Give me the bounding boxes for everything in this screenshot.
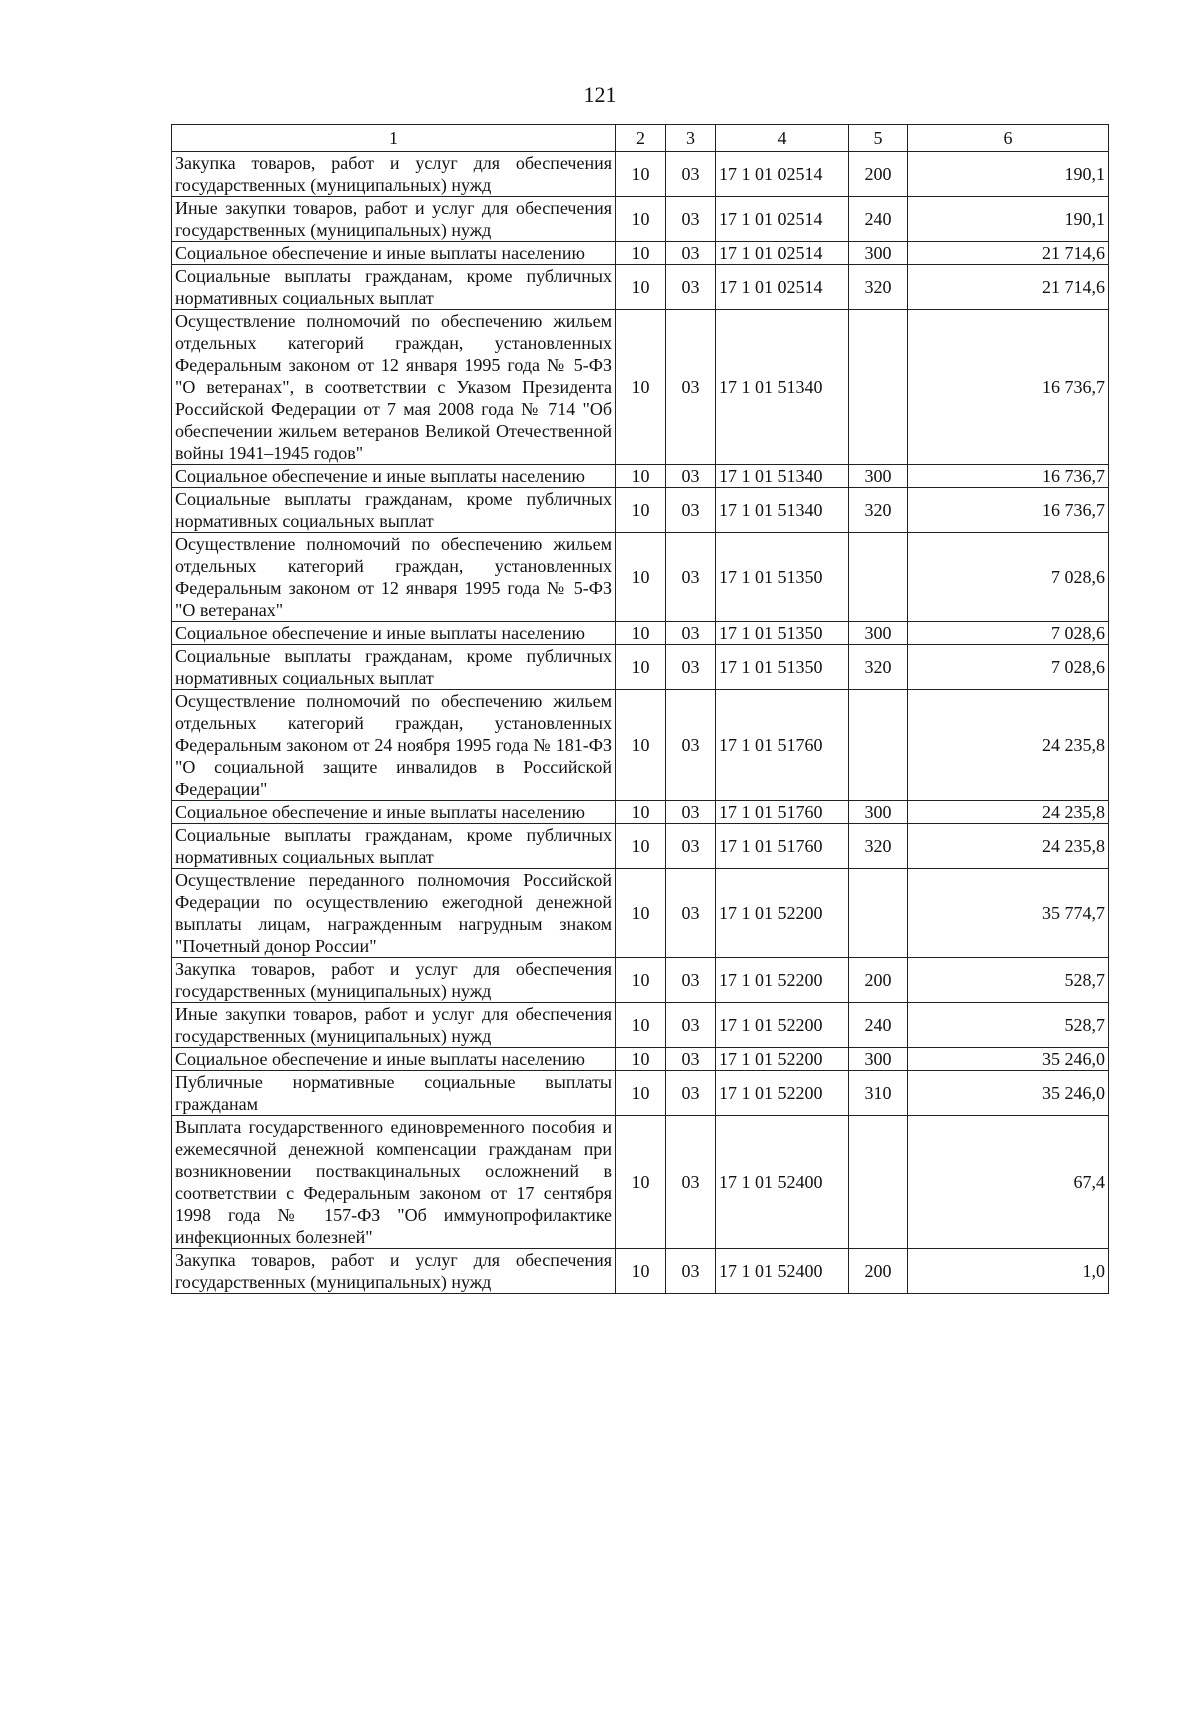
- cell-name: Социальные выплаты гражданам, кроме публичных нормативных социальных выплат: [172, 645, 616, 690]
- cell-amount: 7 028,6: [908, 533, 1109, 622]
- cell-target-article: 17 1 01 51760: [716, 690, 849, 801]
- cell-amount: 16 736,7: [908, 465, 1109, 488]
- header-col-6: 6: [908, 125, 1109, 152]
- cell-section: 10: [616, 690, 666, 801]
- cell-section: 10: [616, 533, 666, 622]
- table-row: [172, 488, 1109, 533]
- table-row: [172, 533, 1109, 622]
- cell-subsection: 03: [666, 152, 716, 197]
- table-row: [172, 310, 1109, 465]
- cell-expense-type: 200: [849, 958, 908, 1003]
- header-col-2: 2: [616, 125, 666, 152]
- cell-name: Закупка товаров, работ и услуг для обеспечения государственных (муниципальных) нужд: [172, 958, 616, 1003]
- table-row: [172, 1116, 1109, 1249]
- cell-subsection: 03: [666, 1003, 716, 1048]
- cell-expense-type: [849, 1116, 908, 1249]
- cell-amount: 528,7: [908, 1003, 1109, 1048]
- cell-subsection: 03: [666, 533, 716, 622]
- table-row: [172, 242, 1109, 265]
- cell-amount: 35 774,7: [908, 869, 1109, 958]
- cell-section: 10: [616, 1249, 666, 1294]
- cell-target-article: 17 1 01 51760: [716, 824, 849, 869]
- cell-amount: 16 736,7: [908, 310, 1109, 465]
- cell-name: Закупка товаров, работ и услуг для обеспечения государственных (муниципальных) нужд: [172, 1249, 616, 1294]
- cell-subsection: 03: [666, 1048, 716, 1071]
- cell-section: 10: [616, 265, 666, 310]
- cell-section: 10: [616, 958, 666, 1003]
- cell-target-article: 17 1 01 51760: [716, 801, 849, 824]
- cell-amount: 35 246,0: [908, 1071, 1109, 1116]
- table-row: [172, 265, 1109, 310]
- cell-name: Выплата государственного единовременного пособия и ежемесячной денежной компенсации гражданам при возникновении поствакцинальных осложнений в соответствии с Федеральным законом от 17 сентября 1998 года № 157-ФЗ "Об иммунопрофилактике инфекционных болезней": [172, 1116, 616, 1249]
- table-row: [172, 152, 1109, 197]
- cell-target-article: 17 1 01 02514: [716, 197, 849, 242]
- cell-section: 10: [616, 465, 666, 488]
- cell-target-article: 17 1 01 51340: [716, 465, 849, 488]
- table-row: [172, 1071, 1109, 1116]
- cell-name: Социальные выплаты гражданам, кроме публичных нормативных социальных выплат: [172, 265, 616, 310]
- cell-name: Социальное обеспечение и иные выплаты населению: [172, 242, 616, 265]
- cell-name: Социальные выплаты гражданам, кроме публичных нормативных социальных выплат: [172, 824, 616, 869]
- cell-section: 10: [616, 801, 666, 824]
- cell-expense-type: 300: [849, 465, 908, 488]
- cell-target-article: 17 1 01 02514: [716, 242, 849, 265]
- cell-target-article: 17 1 01 51350: [716, 645, 849, 690]
- cell-expense-type: 300: [849, 801, 908, 824]
- table-row: [172, 197, 1109, 242]
- table-row: [172, 465, 1109, 488]
- cell-subsection: 03: [666, 690, 716, 801]
- cell-section: 10: [616, 1003, 666, 1048]
- cell-section: 10: [616, 622, 666, 645]
- cell-expense-type: 200: [849, 152, 908, 197]
- cell-section: 10: [616, 869, 666, 958]
- cell-name: Социальное обеспечение и иные выплаты населению: [172, 801, 616, 824]
- cell-section: 10: [616, 824, 666, 869]
- cell-expense-type: [849, 310, 908, 465]
- table-row: [172, 801, 1109, 824]
- cell-target-article: 17 1 01 52200: [716, 869, 849, 958]
- cell-amount: 21 714,6: [908, 242, 1109, 265]
- cell-expense-type: [849, 869, 908, 958]
- cell-section: 10: [616, 1048, 666, 1071]
- cell-name: Осуществление полномочий по обеспечению жильем отдельных категорий граждан, установленных Федеральным законом от 12 января 1995 года № 5-ФЗ "О ветеранах": [172, 533, 616, 622]
- cell-subsection: 03: [666, 801, 716, 824]
- cell-target-article: 17 1 01 02514: [716, 152, 849, 197]
- cell-target-article: 17 1 01 52400: [716, 1116, 849, 1249]
- cell-name: Осуществление переданного полномочия Российской Федерации по осуществлению ежегодной денежной выплаты лицам, награжденным нагрудным знаком "Почетный донор России": [172, 869, 616, 958]
- cell-target-article: 17 1 01 51340: [716, 310, 849, 465]
- cell-target-article: 17 1 01 52200: [716, 1071, 849, 1116]
- cell-amount: 67,4: [908, 1116, 1109, 1249]
- cell-subsection: 03: [666, 1071, 716, 1116]
- cell-subsection: 03: [666, 1249, 716, 1294]
- cell-amount: 7 028,6: [908, 645, 1109, 690]
- cell-amount: 21 714,6: [908, 265, 1109, 310]
- header-col-1: 1: [172, 125, 616, 152]
- cell-subsection: 03: [666, 869, 716, 958]
- cell-target-article: 17 1 01 51340: [716, 488, 849, 533]
- page-number: 121: [583, 82, 617, 107]
- cell-subsection: 03: [666, 310, 716, 465]
- cell-expense-type: 320: [849, 645, 908, 690]
- cell-subsection: 03: [666, 645, 716, 690]
- cell-expense-type: 320: [849, 824, 908, 869]
- cell-name: Иные закупки товаров, работ и услуг для обеспечения государственных (муниципальных) нужд: [172, 1003, 616, 1048]
- table-row: [172, 869, 1109, 958]
- cell-section: 10: [616, 1116, 666, 1249]
- cell-subsection: 03: [666, 488, 716, 533]
- cell-name: Закупка товаров, работ и услуг для обеспечения государственных (муниципальных) нужд: [172, 152, 616, 197]
- cell-target-article: 17 1 01 52200: [716, 1003, 849, 1048]
- cell-subsection: 03: [666, 824, 716, 869]
- table-row: [172, 622, 1109, 645]
- cell-amount: 7 028,6: [908, 622, 1109, 645]
- cell-target-article: 17 1 01 52200: [716, 958, 849, 1003]
- cell-expense-type: 310: [849, 1071, 908, 1116]
- table-row: [172, 1048, 1109, 1071]
- cell-subsection: 03: [666, 465, 716, 488]
- budget-table: [171, 124, 1109, 1294]
- cell-section: 10: [616, 488, 666, 533]
- cell-name: Осуществление полномочий по обеспечению жильем отдельных категорий граждан, установленных Федеральным законом от 12 января 1995 года № 5-ФЗ "О ветеранах", в соответствии с Указом Президента Российской Федерации от 7 мая 2008 года № 714 "Об обеспечении жильем ветеранов Великой Отечественной войны 1941–1945 годов": [172, 310, 616, 465]
- header-col-3: 3: [666, 125, 716, 152]
- cell-amount: 35 246,0: [908, 1048, 1109, 1071]
- cell-name: Публичные нормативные социальные выплаты гражданам: [172, 1071, 616, 1116]
- table-row: [172, 645, 1109, 690]
- cell-section: 10: [616, 645, 666, 690]
- table-row: [172, 690, 1109, 801]
- cell-amount: 190,1: [908, 152, 1109, 197]
- cell-amount: 16 736,7: [908, 488, 1109, 533]
- cell-name: Социальное обеспечение и иные выплаты населению: [172, 465, 616, 488]
- cell-name: Осуществление полномочий по обеспечению жильем отдельных категорий граждан, установленных Федеральным законом от 24 ноября 1995 года № 181-ФЗ "О социальной защите инвалидов в Российской Федерации": [172, 690, 616, 801]
- header-col-5: 5: [849, 125, 908, 152]
- table-row: [172, 1003, 1109, 1048]
- cell-target-article: 17 1 01 52400: [716, 1249, 849, 1294]
- cell-expense-type: 300: [849, 1048, 908, 1071]
- cell-amount: 190,1: [908, 197, 1109, 242]
- cell-amount: 24 235,8: [908, 824, 1109, 869]
- header-col-4: 4: [716, 125, 849, 152]
- cell-expense-type: 300: [849, 242, 908, 265]
- cell-amount: 24 235,8: [908, 801, 1109, 824]
- cell-subsection: 03: [666, 242, 716, 265]
- cell-amount: 1,0: [908, 1249, 1109, 1294]
- cell-expense-type: 240: [849, 1003, 908, 1048]
- cell-amount: 24 235,8: [908, 690, 1109, 801]
- cell-expense-type: 240: [849, 197, 908, 242]
- cell-target-article: 17 1 01 51350: [716, 533, 849, 622]
- cell-section: 10: [616, 152, 666, 197]
- cell-name: Социальные выплаты гражданам, кроме публичных нормативных социальных выплат: [172, 488, 616, 533]
- cell-section: 10: [616, 310, 666, 465]
- cell-amount: 528,7: [908, 958, 1109, 1003]
- cell-expense-type: 200: [849, 1249, 908, 1294]
- cell-section: 10: [616, 242, 666, 265]
- cell-name: Социальное обеспечение и иные выплаты населению: [172, 1048, 616, 1071]
- cell-expense-type: [849, 690, 908, 801]
- cell-subsection: 03: [666, 958, 716, 1003]
- cell-subsection: 03: [666, 622, 716, 645]
- cell-subsection: 03: [666, 1116, 716, 1249]
- cell-expense-type: [849, 533, 908, 622]
- cell-target-article: 17 1 01 02514: [716, 265, 849, 310]
- table-row: [172, 958, 1109, 1003]
- cell-expense-type: 320: [849, 265, 908, 310]
- cell-section: 10: [616, 197, 666, 242]
- cell-target-article: 17 1 01 51350: [716, 622, 849, 645]
- cell-name: Иные закупки товаров, работ и услуг для обеспечения государственных (муниципальных) нужд: [172, 197, 616, 242]
- table-body: [172, 152, 1109, 1294]
- cell-name: Социальное обеспечение и иные выплаты населению: [172, 622, 616, 645]
- cell-subsection: 03: [666, 265, 716, 310]
- cell-expense-type: 300: [849, 622, 908, 645]
- cell-target-article: 17 1 01 52200: [716, 1048, 849, 1071]
- cell-subsection: 03: [666, 197, 716, 242]
- table-row: [172, 824, 1109, 869]
- table-row: [172, 1249, 1109, 1294]
- table-header-row: [172, 125, 1109, 152]
- cell-section: 10: [616, 1071, 666, 1116]
- cell-expense-type: 320: [849, 488, 908, 533]
